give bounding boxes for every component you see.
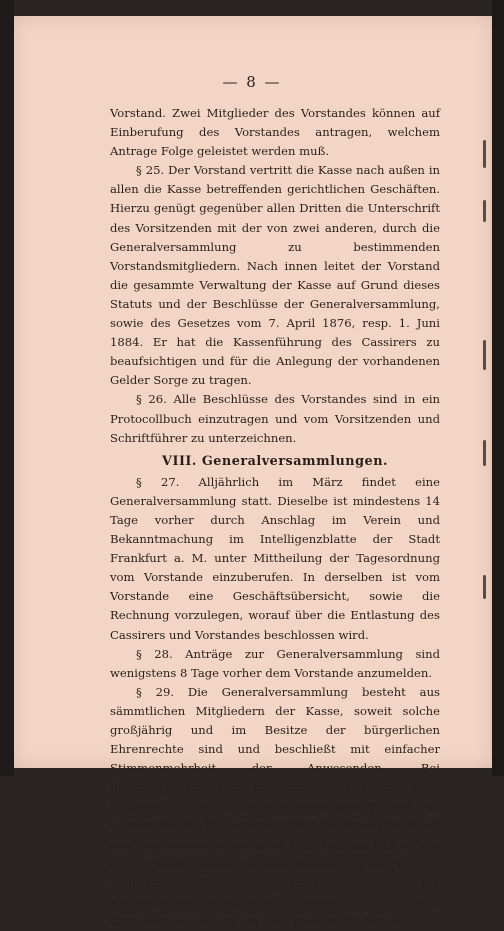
section-heading-viii: VIII. Generalversammlungen. bbox=[162, 453, 388, 469]
paragraph-section-29: § 29. Die Generalversammlung besteht aus sämmtlichen Mitgliedern der Kasse, soweit solche großjährig und im Besitze der bürgerlichen Ehrenrechte sind und beschließt mit einfacher Stimmenmehrheit der Anwesenden. Bei Stimmengleichheit gilt der Antrag resp. Beschluß als abgelehnt; handelt es sich aber um Wahlen, so entscheidet bei Stimmengleichheit das durch die Hand des Vorsitzenden zu ziehende Loos darüber, wer auf die engere Wahl zu bringen, beziehungsweise wer bei der engeren Wahl gewählt ist. Die Kassenvorstandsmitglieder haben in der Generalversammlung nur eine berathende Stimme. bbox=[110, 684, 440, 928]
page-edge-mark bbox=[483, 440, 486, 466]
paragraph-section-25: § 25. Der Vorstand vertritt die Kasse nach außen in allen die Kasse betreffenden gerichtlichen Geschäften. Hierzu genügt gegenüber allen Dritten die Unterschrift des Vorsitzenden mit der von zwei anderen, durch die Generalversammlung zu bestimmenden Vorstandsmitgliedern. Nach innen leitet der Vorstand die gesammte Verwaltung der Kasse auf Grund dieses Statuts und der Beschlüsse der Generalversammlung, sowie des Gesetzes vom 7. April 1876, resp. 1. Juni 1884. Er hat die Kassenführung des Cassirers zu beaufsichtigen und für die Anlegung der vorhandenen Gelder Sorge zu tragen. bbox=[110, 163, 440, 388]
book-edge-background bbox=[492, 0, 504, 776]
page-edge-mark bbox=[483, 340, 486, 370]
book-spine-background bbox=[0, 0, 14, 776]
body-text bbox=[110, 104, 440, 931]
page-edge-mark bbox=[483, 140, 486, 168]
paragraph-section-26: § 26. Alle Beschlüsse des Vorstandes sind in ein Protocollbuch einzutragen und vom Vorsitzenden und Schriftführer zu unterzeichnen. bbox=[110, 392, 440, 445]
page-edge-mark bbox=[483, 200, 486, 222]
paragraph-intro: Vorstand. Zwei Mitglieder des Vorstandes können auf Einberufung des Vorstandes antragen, welchem Antrage Folge geleistet werden muß. bbox=[110, 106, 440, 159]
paragraph-section-28: § 28. Anträge zur Generalversammlung sind wenigstens 8 Tage vorher dem Vorstande anzumelden. bbox=[110, 646, 440, 680]
page-edge-mark bbox=[483, 575, 486, 599]
paragraph-section-27: § 27. Alljährlich im März findet eine Generalversammlung statt. Dieselbe ist mindestens 14 Tage vorher durch Anschlag im Verein und Bekanntmachung im Intelligenzblatte der Stadt Frankfurt a. M. unter Mittheilung der Tagesordnung vom Vorstande einzuberufen. In derselben ist vom Vorstande eine Geschäftsübersicht, sowie die Rechnung vorzulegen, worauf über die Entlastung des Cassirers und Vorstandes beschlossen wird. bbox=[110, 474, 440, 642]
page-number: — 8 — bbox=[222, 73, 282, 91]
